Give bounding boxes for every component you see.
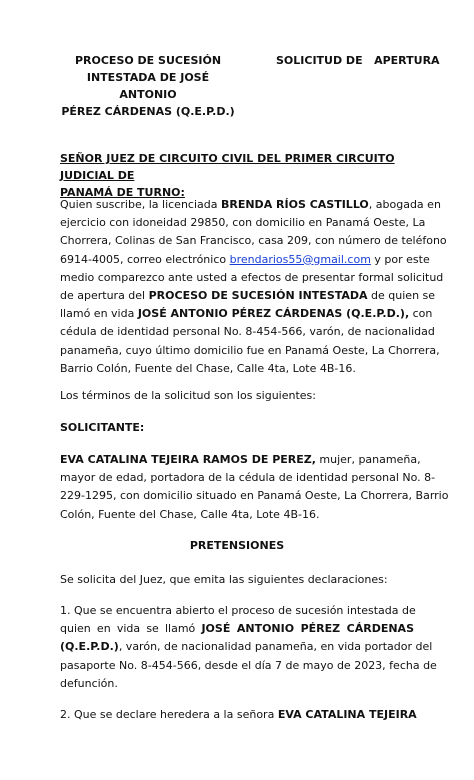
intro-text: con <box>409 307 433 321</box>
item-text: 2. Que se declare heredera a la señora <box>60 708 278 721</box>
process-name: PROCESO DE SUCESIÓN INTESTADA <box>148 289 368 303</box>
item-line <box>60 620 414 638</box>
intro-text: Quien suscribe, la licenciada <box>60 198 221 211</box>
intro-text: , abogada en <box>368 198 441 211</box>
intro-line <box>60 196 441 214</box>
item-line <box>60 706 417 724</box>
case-title-line-2: INTESTADA DE JOSÉ ANTONIO <box>86 71 210 101</box>
deceased-name: JOSÉ ANTONIO PÉREZ CÁRDENAS (Q.E.P.D.), <box>137 307 410 321</box>
item-line: 1. Que se encuentra abierto el proceso de sucesión intestada de <box>60 604 416 617</box>
intro-line <box>60 251 430 269</box>
intro-line: Chorrera, Colinas de San Francisco, casa 209, con número de teléfono <box>60 234 447 248</box>
attorney-name: BRENDA RÍOS CASTILLO <box>220 198 369 211</box>
intro-line: ejercicio con idoneidad 29850, con domicilio en Panamá Oeste, La <box>60 216 426 230</box>
solicitante-heading: SOLICITANTE: <box>60 421 145 434</box>
addressee-line-2: PANAMÁ DE TURNO: <box>60 186 185 199</box>
intro-line: Barrio Colón, Fuente del Chase, Calle 4ta, Lote 4B-16. <box>60 361 356 375</box>
addressee <box>60 150 414 201</box>
intro-text: llamó en vida <box>60 307 138 321</box>
intro-text: de quien se <box>367 289 436 303</box>
case-title <box>58 52 238 120</box>
item-text: quien en vida se llamó <box>60 622 202 636</box>
solicita-sentence: Se solicita del Juez, que emita las siguientes declaraciones: <box>60 573 388 586</box>
solicitante-line <box>60 451 421 469</box>
solicitante-text: mujer, panameña, <box>315 453 421 466</box>
intro-line: panameña, cuyo último domicilio fue en Panamá Oeste, La Chorrera, <box>60 343 440 357</box>
intro-paragraph <box>60 196 447 378</box>
deceased-name: JOSÉ ANTONIO PÉREZ CÁRDENAS <box>201 622 414 636</box>
solicitante-line: mayor de edad, portadora de la cédula de identidad personal No. 8- <box>60 471 436 485</box>
pretensiones-heading: PRETENSIONES <box>189 539 285 552</box>
addressee-line-1: SEÑOR JUEZ DE CIRCUITO CIVIL DEL PRIMER CIRCUITO JUDICIAL DE <box>60 152 395 182</box>
intro-line: cédula de identidad personal No. 8-454-566, varón, de nacionalidad <box>60 325 435 339</box>
intro-line: medio comparezco ante usted a efectos de presentar formal solicitud <box>60 270 444 284</box>
intro-line <box>60 305 433 323</box>
item-line: defunción. <box>60 676 118 690</box>
pretension-item-1 <box>60 602 437 693</box>
email-link[interactable]: brendarios55@gmail.com <box>229 252 371 266</box>
item-text: , varón, de nacionalidad panameña, en vida portador del <box>118 640 433 654</box>
intro-text: 6914-4005, correo electrónico <box>60 252 230 266</box>
solicitante-line: Colón, Fuente del Chase, Calle 4ta, Lote 4B-16. <box>60 507 320 521</box>
pretension-item-2 <box>60 706 417 724</box>
case-title-line-3: PÉREZ CÁRDENAS (Q.E.P.D.) <box>61 105 235 118</box>
solicitante-line: 229-1295, con domicilio situado en Panamá Oeste, La Chorrera, Barrio <box>60 489 449 503</box>
item-line: pasaporte No. 8-454-566, desde el día 7 de mayo de 2023, fecha de <box>60 658 437 672</box>
request-title: SOLICITUD DE APERTURA <box>276 54 440 67</box>
case-title-line-1: PROCESO DE SUCESIÓN <box>74 54 222 67</box>
applicant-name: EVA CATALINA TEJEIRA RAMOS DE PEREZ, <box>60 453 316 466</box>
solicitante-paragraph <box>60 451 449 524</box>
terms-sentence: Los términos de la solicitud son los siguientes: <box>60 389 316 402</box>
item-line <box>60 638 433 656</box>
intro-line <box>60 287 436 305</box>
applicant-name: EVA CATALINA TEJEIRA <box>277 708 417 721</box>
qepd-label: (Q.E.P.D.) <box>60 640 119 654</box>
intro-text: de apertura del <box>60 289 149 303</box>
intro-text: y por este <box>370 252 430 266</box>
